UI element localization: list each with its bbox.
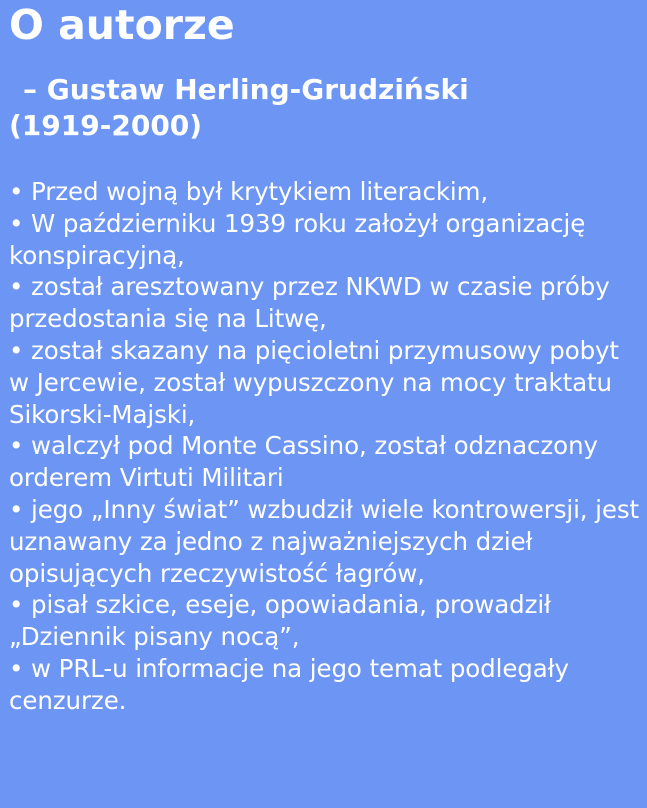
bullet-item: • Przed wojną był krytykiem literackim,: [9, 177, 489, 206]
author-heading: [9, 72, 469, 144]
bullet-item: • został aresztowany przez NKWD w czasie próby przedostania się na Litwę,: [9, 272, 610, 334]
bullet-item: • jego „Inny świat” wzbudził wiele kontrowersji, jest uznawany za jedno z najważniejszych dzieł opisujących rzeczywistość łagrów,: [9, 494, 640, 588]
author-name: – Gustaw Herling-Grudziński: [23, 73, 469, 106]
bullet-item: • pisał szkice, eseje, opowiadania, prowadził „Dziennik pisany nocą”,: [9, 590, 551, 652]
author-years: (1919-2000): [9, 109, 203, 142]
bullet-item: • w PRL-u informacje na jego temat podlegały cenzurze.: [9, 653, 569, 715]
slide-title: O autorze: [9, 1, 235, 49]
bullet-item: • walczył pod Monte Cassino, został odznaczony orderem Virtuti Militari: [9, 431, 598, 493]
bullet-item: • został skazany na pięcioletni przymusowy pobyt w Jercewie, został wypuszczony na mocy traktatu Sikorski-Majski,: [9, 335, 619, 429]
bullet-item: • W październiku 1939 roku założył organizację konspiracyjną,: [9, 208, 586, 270]
bullet-list: [9, 176, 643, 717]
